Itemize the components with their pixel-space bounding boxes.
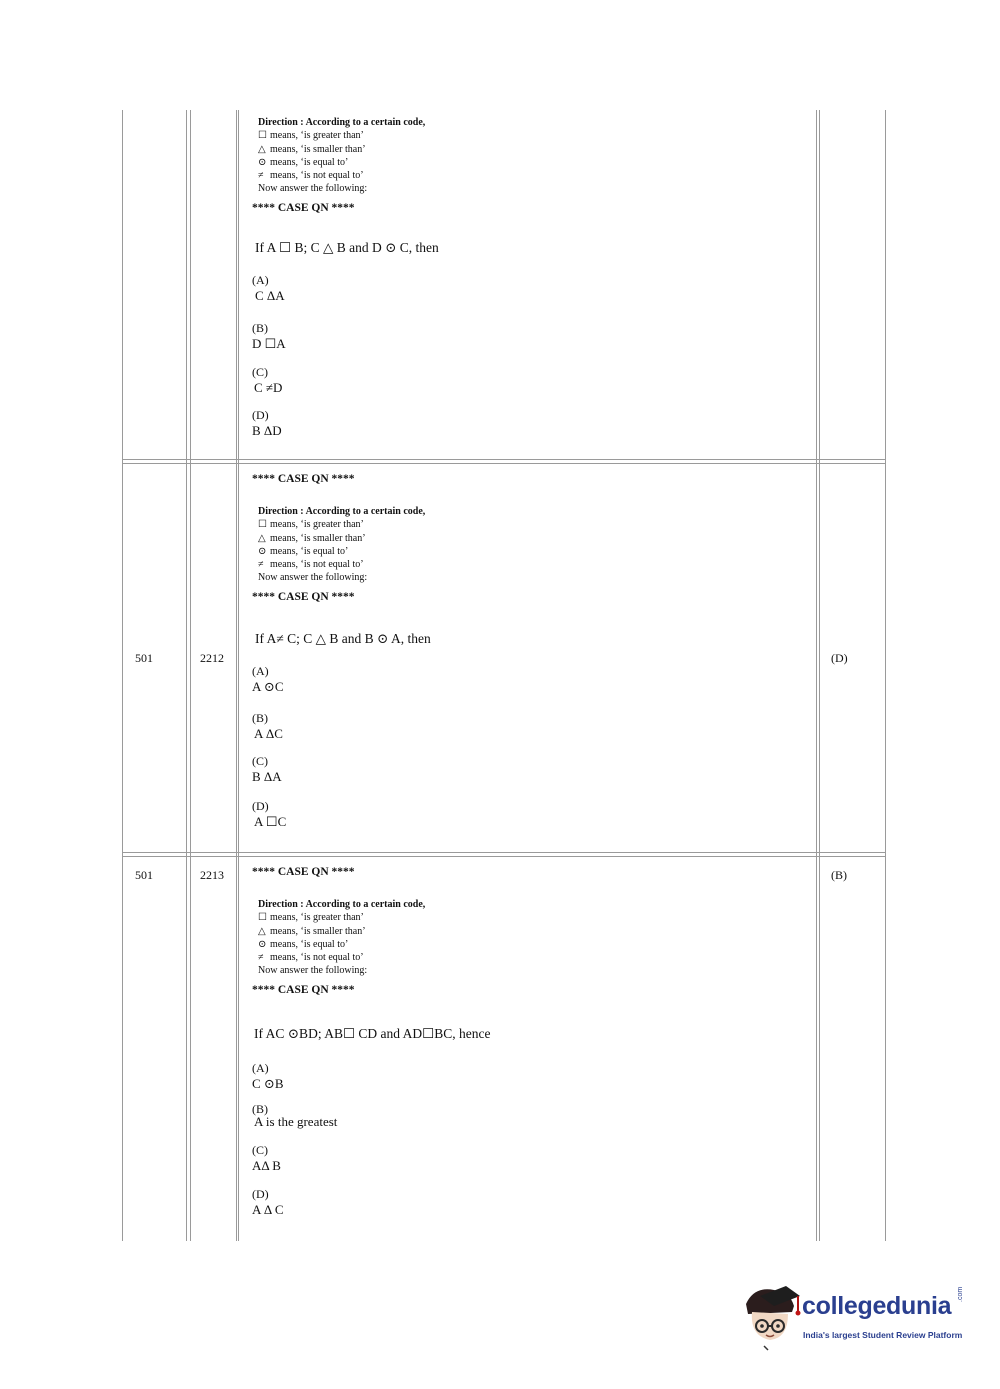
direction-heading: Direction : According to a certain code,: [258, 899, 426, 910]
option-a: (A) C ΔA: [252, 272, 285, 303]
option-b: (B) A is the greatest: [252, 1101, 338, 1129]
code-line: ☐ means, ‘is greater than’: [258, 519, 364, 531]
answer-key: (B): [831, 868, 847, 882]
table-border-left: [122, 110, 123, 1241]
direction-tail: Now answer the following:: [258, 183, 368, 195]
column-divider: [238, 110, 239, 1241]
column-divider: [816, 110, 817, 1241]
question-text: If A≠ C; C △ B and B ⊙ A, then: [255, 630, 431, 646]
circle-dot-symbol-icon: ⊙: [258, 545, 267, 557]
code-line: ☐ means, ‘is greater than’: [258, 130, 364, 142]
case-label: **** CASE QN ****: [252, 201, 355, 214]
case-label: **** CASE QN ****: [252, 473, 355, 485]
option-a: (A) A ⊙C: [252, 663, 284, 694]
circle-dot-symbol-icon: ⊙: [258, 938, 267, 950]
row-separator: [122, 852, 886, 857]
logo-suffix: .com: [957, 1286, 964, 1302]
direction-tail: Now answer the following:: [258, 572, 368, 584]
option-b: (B) A ΔC: [252, 710, 283, 741]
question-cell: [252, 473, 812, 829]
code-line: ≠ means, ‘is not equal to’: [258, 952, 364, 964]
row-number: 501: [135, 868, 153, 882]
option-d: (D) A Δ C: [252, 1186, 284, 1217]
question-text: If A ☐ B; C △ B and D ⊙ C, then: [255, 239, 439, 255]
circle-dot-symbol-icon: ⊙: [258, 156, 267, 168]
triangle-symbol-icon: △: [258, 925, 266, 937]
case-label: **** CASE QN ****: [252, 866, 355, 878]
logo-wordmark: collegedunia: [802, 1292, 952, 1320]
option-c: (C) AΔ B: [252, 1142, 281, 1173]
logo-tagline: India's largest Student Review Platform: [803, 1330, 963, 1340]
question-cell: [252, 866, 812, 1217]
code-line: ⊙ means, ‘is equal to’: [258, 545, 349, 557]
direction-heading: Direction : According to a certain code,: [258, 506, 426, 517]
code-line: △ means, ‘is smaller than’: [258, 925, 366, 937]
collegedunia-logo: [740, 1282, 970, 1352]
option-d: (D) A ☐C: [252, 798, 287, 829]
code-line: ≠ means, ‘is not equal to’: [258, 559, 364, 571]
not-equal-symbol-icon: ≠: [258, 952, 264, 964]
question-table: [122, 110, 886, 1241]
option-c: (C) C ≠D: [252, 364, 283, 395]
column-divider: [819, 110, 820, 1241]
code-line: △ means, ‘is smaller than’: [258, 143, 366, 155]
not-equal-symbol-icon: ≠: [258, 559, 264, 571]
row-number: 501: [135, 651, 153, 665]
code-line: △ means, ‘is smaller than’: [258, 532, 366, 544]
direction-block: [258, 116, 812, 196]
code-line: ⊙ means, ‘is equal to’: [258, 938, 349, 950]
question-id: 2213: [200, 868, 224, 882]
option-a: (A) C ⊙B: [252, 1060, 284, 1091]
triangle-symbol-icon: △: [258, 143, 266, 155]
box-symbol-icon: ☐: [258, 519, 267, 531]
option-b: (B) D ☐A: [252, 320, 286, 351]
option-d: (D) B ΔD: [252, 407, 282, 438]
box-symbol-icon: ☐: [258, 130, 267, 142]
case-label: **** CASE QN ****: [252, 983, 355, 996]
code-line: ☐ means, ‘is greater than’: [258, 912, 364, 924]
direction-tail: Now answer the following:: [258, 965, 368, 977]
case-label: **** CASE QN ****: [252, 590, 355, 603]
row-separator: [122, 459, 886, 464]
question-text: If AC ⊙BD; AB☐ CD and AD☐BC, hence: [254, 1025, 491, 1041]
code-line: ≠ means, ‘is not equal to’: [258, 170, 364, 182]
answer-key: (D): [831, 651, 848, 665]
direction-block: [258, 505, 812, 585]
not-equal-symbol-icon: ≠: [258, 170, 264, 182]
direction-block: [258, 898, 812, 978]
direction-heading: Direction : According to a certain code,: [258, 117, 426, 128]
student-mascot-icon: [740, 1282, 802, 1352]
question-cell: [252, 116, 812, 438]
column-divider: [236, 110, 237, 1241]
triangle-symbol-icon: △: [258, 532, 266, 544]
box-symbol-icon: ☐: [258, 912, 267, 924]
code-line: ⊙ means, ‘is equal to’: [258, 156, 349, 168]
column-divider: [190, 110, 191, 1241]
option-c: (C) B ΔA: [252, 753, 282, 784]
table-border-right: [885, 110, 886, 1241]
question-id: 2212: [200, 651, 224, 665]
column-divider: [186, 110, 187, 1241]
